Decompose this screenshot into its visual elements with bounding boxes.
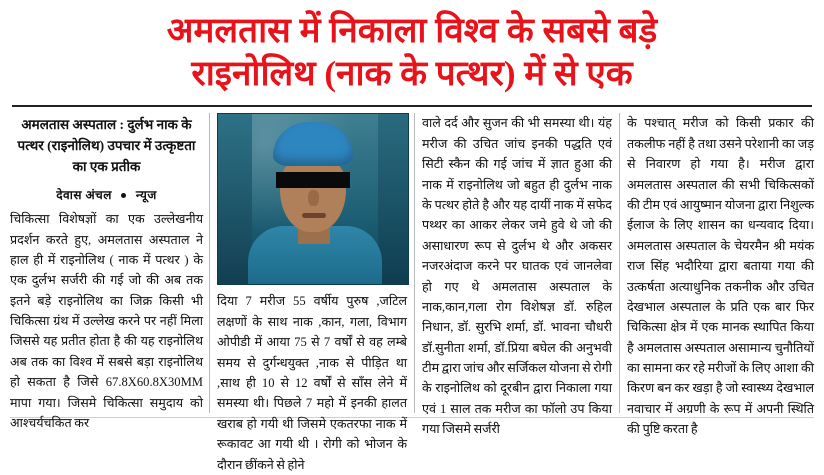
column-mid (210, 113, 415, 472)
photo-patient-nose (308, 190, 319, 206)
article-body (10, 113, 814, 472)
photo-privacy-bar (276, 172, 350, 188)
photo-left-panel (218, 114, 252, 284)
column-right (415, 113, 620, 437)
paragraph: दिया 7 मरीज 55 वर्षीय पुरुष ,जटिल लक्षणों के साथ नाक ,कान, गला, विभाग ओपीडी में आया 75 से 7 वर्षों से वह लम्बे समय से दुर्गन्धयुक्त ,नाक से पीड़ित था ,साथ ही 10 से 12 वर्षों से साँस लेने में समस्या थी। पिछले 7 महो में इनकी हालत खराब हो गयी थी जिसमे एकतरफा नाक में रूकावट आ गयी थी । रोगी को भोजन के दौरान छींकने से होने (217, 294, 407, 472)
paragraph: चिकित्सा विशेषज्ञों का एक उल्लेखनीय प्रदर्शन करते हुए, अमलतास अस्पताल ने हाल ही में राइनोलिथ ( नाक में पत्थर ) के एक दुर्लभ सर्जरी की गई जो की अब तक इतने बड़े राइनोलिथ का जिक्र किसी भी चिकित्सा ग्रंथ में उल्लेख करने पर नहीं मिला जिससे यह प्रतीत होता है की यह राइनोलिथ अब तक का विश्व में सबसे बड़ा राइनोलिथ हो सकता है जिसे 67.8X60.8X30MM मापा गया। जिसमे चिकित्सा समुदाय को आश्चर्यचकित कर (10, 212, 203, 431)
byline-source: देवास अंचल (56, 188, 112, 203)
headline-line-1: अमलतास में निकाला विश्व के सबसे बड़े (166, 11, 658, 50)
photo-right-panel (378, 114, 408, 284)
byline (10, 184, 203, 209)
bullet-icon (121, 193, 126, 198)
paragraph: के पश्चात् मरीज को किसी प्रकार की तकलीफ नहीं है तथा उसने परेशानी का जड़ से निवारण हो गया है। मरीज द्वारा अमलतास अस्पताल की सभी चिकित्सकों की टीम एवं आयुष्मान योजना द्वारा निशुल्क ईलाज के लिए शासन का धन्यवाद दिया। अमलतास अस्पताल के चेयरमैन श्री मयंक राज सिंह भदौरिया द्वारा बताया गया की उत्कर्षता अत्याधुनिक तकनीक और उचित देखभाल अस्पताल के प्रति एक बार फिर चिकित्सा क्षेत्र में एक मानक स्थापित किया है अमलतास अस्पताल असामान्य चुनौतियों का सामना कर रहे मरीजों के लिए आशा की किरण बन कर खड़ा है जो स्वास्थ्य देखभाल नवाचार में अग्रणी के रूप में अपनी स्थिति की पुष्टि करता है (627, 116, 814, 437)
article-kicker: अमलतास अस्पताल : दुर्लभ नाक के पत्थर (राइनोलिथ) उपचार में उत्कृष्टता का एक प्रतीक (17, 117, 196, 175)
paragraph: वाले दर्द और सुजन की भी समस्या थी। यंह मरीज की उचित जांच इनकी पद्धति एवं सिटी स्कैन की गई जांच में ज्ञात हुआ की नाक में राइनोलिथ जो बहुत ही दुर्लभ नाक के पत्थर होते है और यह दायीं नाक में सफेद पथ्थर का आकर लेकर जमे हुवे थे जो की असाधारण रूप से दुर्लभ थे और अकसर नजरअंदाज करने पर घातक एवं जानलेवा हो गए थे अमलतास अस्पताल के नाक,कान,गला रोग विशेषज्ञ डॉ. रुहिल निधान, डॉ. सुरभि शर्मा, डॉ. भावना चौधरी डॉ.सुनीता शर्मा, डॉ.प्रिया बघेल की अनुभवी टीम द्वारा जांच और सर्जिकल योजना से रोगी के राइनोलिथ को दूरबीन द्वारा निकाला गया एवं 1 साल तक मरीज का फॉलो उप किया गया जिसमे सर्जरी (422, 116, 613, 437)
photo-patient-mouth (302, 213, 326, 218)
column-left (10, 113, 210, 431)
column-far-right (620, 113, 814, 437)
headline-divider (12, 105, 812, 107)
article-photo (217, 113, 409, 285)
headline-line-2: राइनोलिथ (नाक के पत्थर) में से एक (191, 53, 633, 93)
byline-label: न्यूज (135, 188, 157, 203)
page-title (10, 8, 814, 99)
